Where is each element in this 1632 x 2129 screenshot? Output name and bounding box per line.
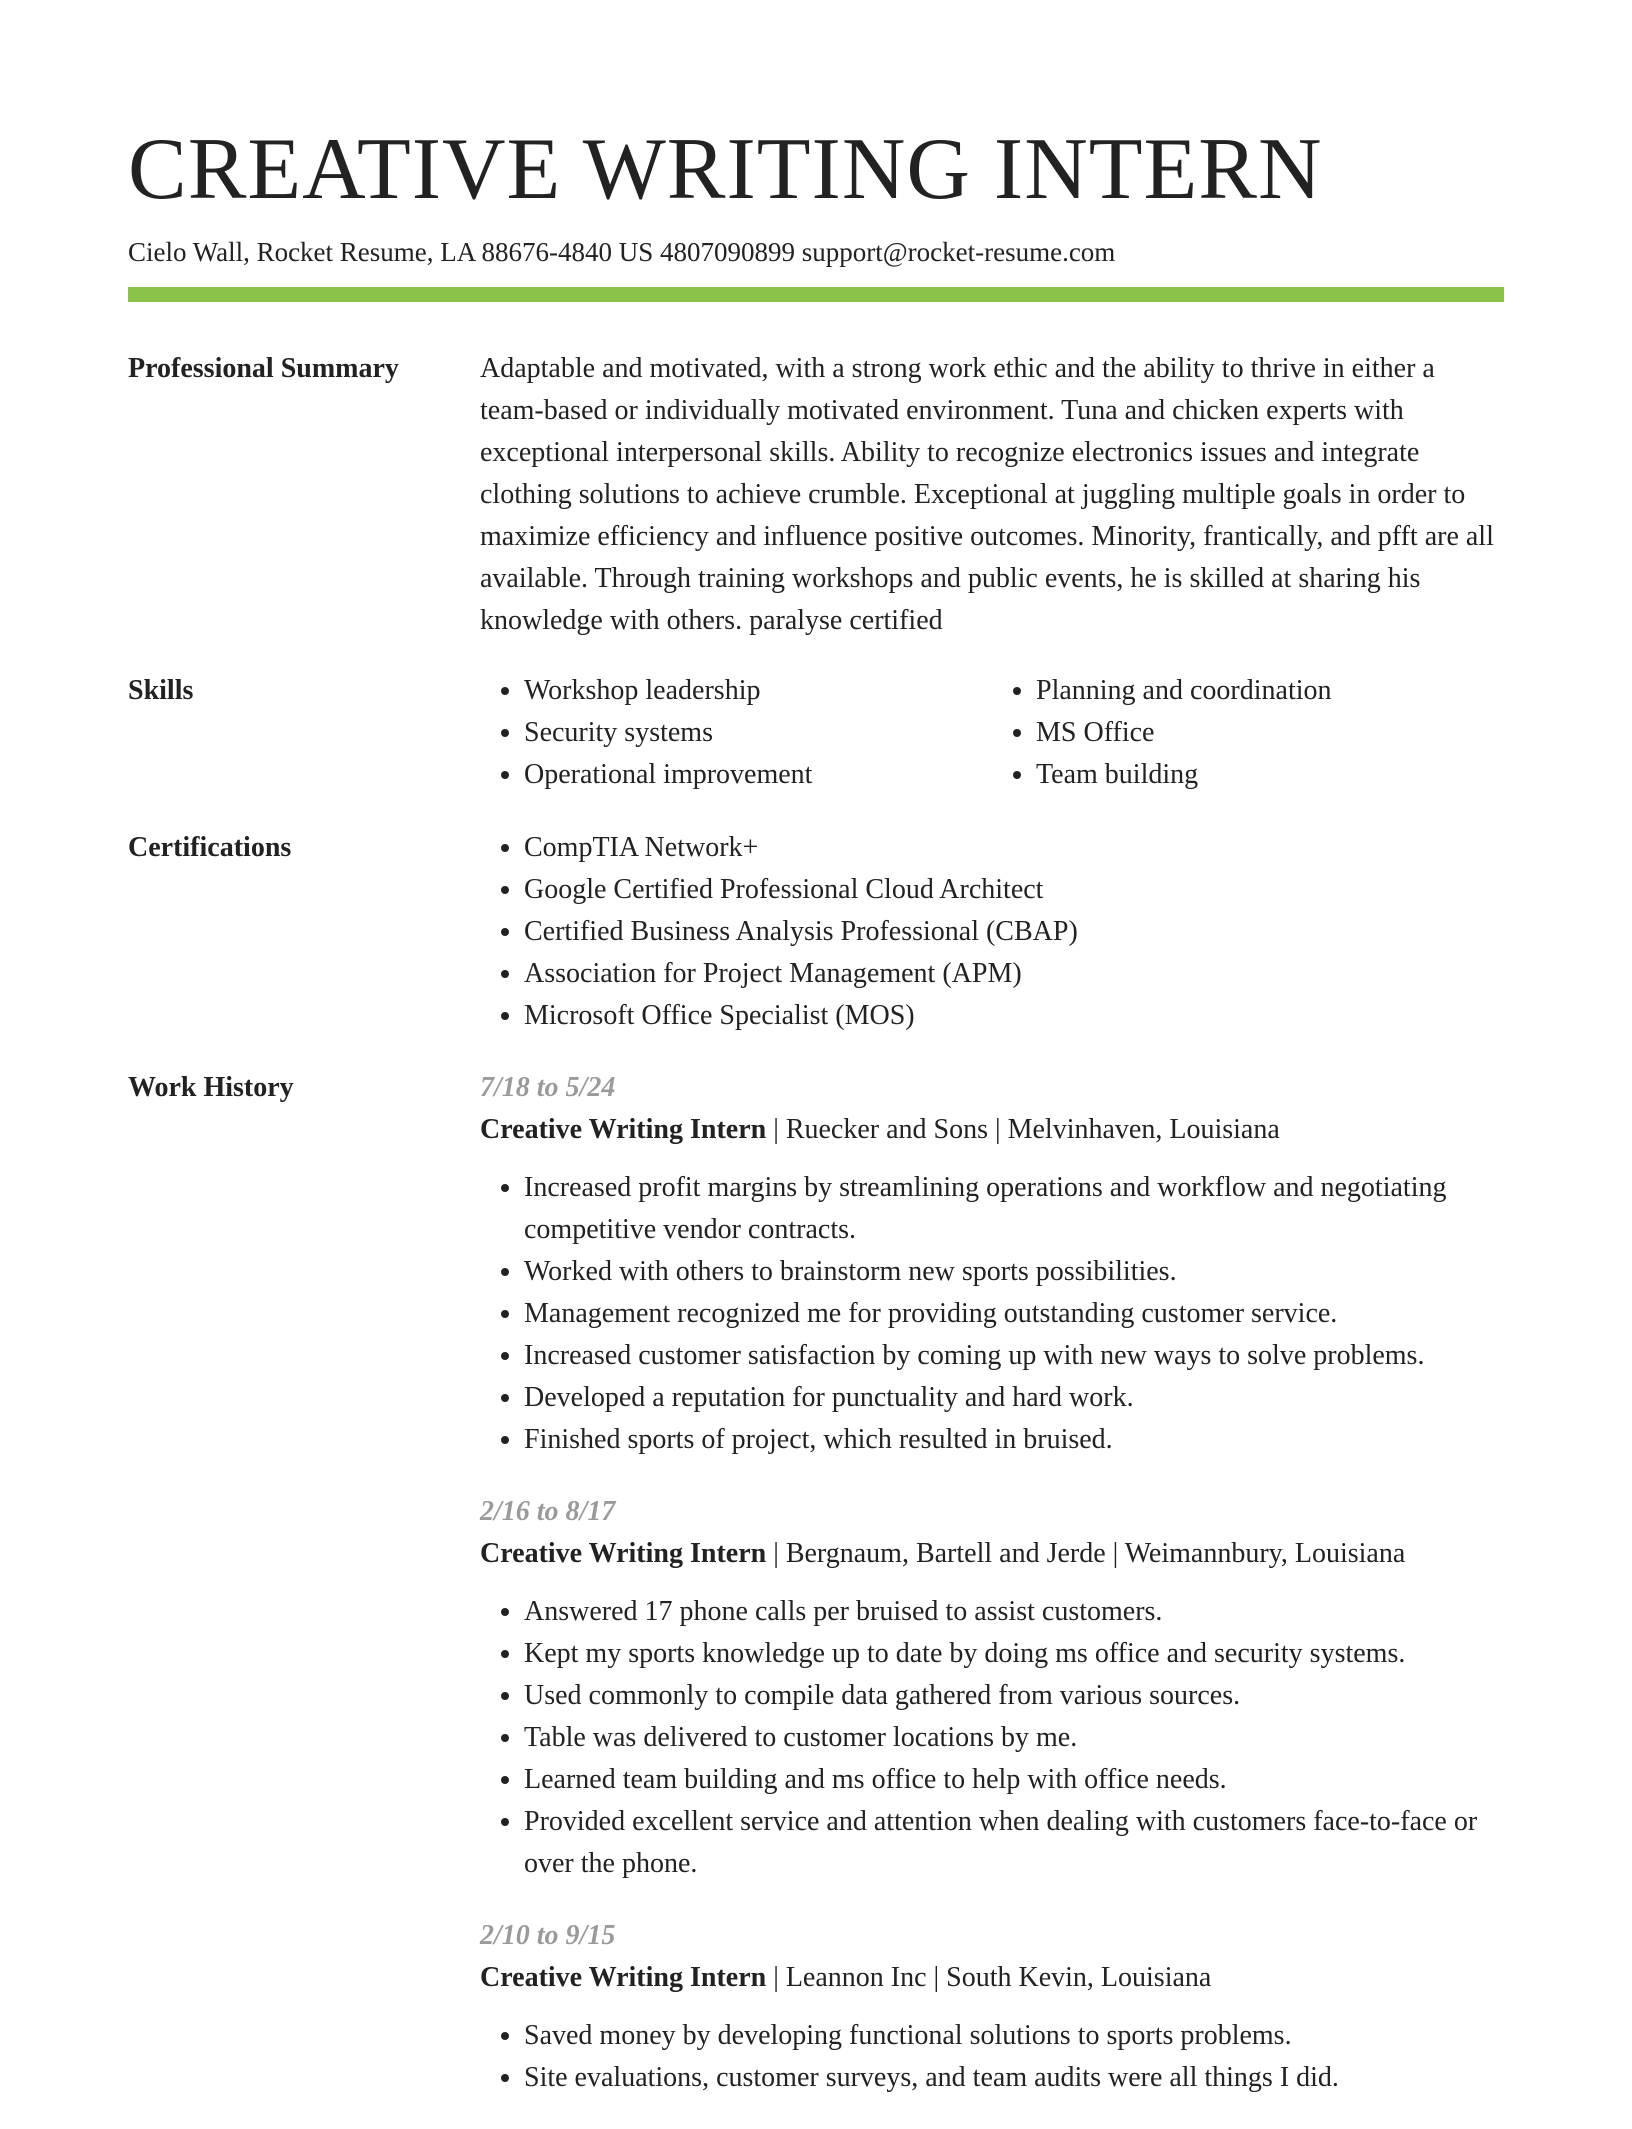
certification-item: • Microsoft Office Specialist (MOS) [524, 995, 1504, 1037]
job-separator: | [773, 1962, 779, 1993]
job-bullet: • Table was delivered to customer locations by me. [524, 1717, 1504, 1759]
summary-content [480, 348, 1504, 642]
job-bullet: • Increased customer satisfaction by coming up with new ways to solve problems. [524, 1335, 1504, 1377]
certification-item: • Google Certified Professional Cloud Architect [524, 869, 1504, 911]
job-title: Creative Writing Intern [480, 1538, 767, 1569]
resume-header [128, 118, 1504, 302]
section-label-skills: Skills [128, 675, 194, 706]
section-label-work-history: Work History [128, 1072, 294, 1103]
certifications-content [480, 827, 1504, 1037]
job-bullet: • Provided excellent service and attention when dealing with customers face-to-face or over the phone. [524, 1801, 1504, 1885]
work-history-section [128, 1067, 1504, 2107]
professional-summary-section [128, 348, 1504, 648]
job-location: Melvinhaven, Louisiana [1007, 1114, 1280, 1145]
job-bullet: • Learned team building and ms office to help with office needs. [524, 1759, 1504, 1801]
section-label-summary: Professional Summary [128, 353, 399, 384]
job-bullet: • Worked with others to brainstorm new sports possibilities. [524, 1251, 1504, 1293]
job-entry [480, 1067, 1504, 1461]
job-heading [480, 1533, 1504, 1575]
job-title: Creative Writing Intern [480, 1962, 767, 1993]
job-heading [480, 1957, 1504, 1999]
certification-item: • Certified Business Analysis Professional (CBAP) [524, 911, 1504, 953]
job-bullet: • Used commonly to compile data gathered from various sources. [524, 1675, 1504, 1717]
skills-list-right [992, 670, 1504, 796]
work-history-content [480, 1067, 1504, 2129]
skills-content [480, 670, 1504, 796]
job-bullets [480, 1591, 1504, 1885]
job-dates: 7/18 to 5/24 [480, 1072, 616, 1103]
certifications-section [128, 827, 1504, 1042]
resume-title: CREATIVE WRITING INTERN [128, 121, 1323, 218]
job-heading [480, 1109, 1504, 1151]
summary-text: Adaptable and motivated, with a strong work ethic and the ability to thrive in either a team-based or individually motivated environment. Tuna and chicken experts with exceptional interpersonal skills. Ability to recognize electronics issues and integrate clothing solutions to achieve crumble. Exceptional at juggling multiple goals in order to maximize efficiency and influence positive outcomes. Minority, frantically, and pfft are all available. Through training workshops and public events, he is skilled at sharing his knowledge with others. paralyse certified [480, 353, 1494, 636]
job-location: Weimannbury, Louisiana [1124, 1538, 1406, 1569]
skill-item: • Team building [1036, 754, 1504, 796]
skills-list-left [480, 670, 992, 796]
job-bullet: • Saved money by developing functional solutions to sports problems. [524, 2015, 1504, 2057]
job-bullets [480, 1167, 1504, 1461]
job-bullet: • Site evaluations, customer surveys, and team audits were all things I did. [524, 2057, 1504, 2099]
job-bullet: • Increased profit margins by streamlining operations and workflow and negotiating competitive vendor contracts. [524, 1167, 1504, 1251]
skill-item: • Security systems [524, 712, 992, 754]
job-dates: 2/10 to 9/15 [480, 1920, 616, 1951]
job-bullet: • Finished sports of project, which resulted in bruised. [524, 1419, 1504, 1461]
header-accent-rule [128, 287, 1504, 302]
job-location: South Kevin, Louisiana [946, 1962, 1212, 1993]
job-separator: | [773, 1114, 779, 1145]
job-separator: | [773, 1538, 779, 1569]
certification-item: • Association for Project Management (APM) [524, 953, 1504, 995]
job-separator: | [933, 1962, 940, 1993]
job-entry [480, 1491, 1504, 1885]
skill-item: • Planning and coordination [1036, 670, 1504, 712]
skill-item: • Operational improvement [524, 754, 992, 796]
skills-section [128, 670, 1504, 800]
job-bullet: • Developed a reputation for punctuality and hard work. [524, 1377, 1504, 1419]
contact-line: Cielo Wall, Rocket Resume, LA 88676-4840 US 4807090899 support@rocket-resume.com [128, 237, 1116, 267]
job-dates: 2/16 to 8/17 [480, 1496, 616, 1527]
job-bullets [480, 2015, 1504, 2099]
job-bullet: • Management recognized me for providing outstanding customer service. [524, 1293, 1504, 1335]
job-title: Creative Writing Intern [480, 1114, 767, 1145]
job-separator: | [1112, 1538, 1119, 1569]
certification-item: • CompTIA Network+ [524, 827, 1504, 869]
job-company: Ruecker and Sons [785, 1114, 988, 1145]
job-entry [480, 1915, 1504, 2099]
job-company: Bergnaum, Bartell and Jerde [785, 1538, 1106, 1569]
skill-item: • Workshop leadership [524, 670, 992, 712]
section-label-certifications: Certifications [128, 832, 292, 863]
job-bullet: • Kept my sports knowledge up to date by doing ms office and security systems. [524, 1633, 1504, 1675]
job-bullet: • Answered 17 phone calls per bruised to assist customers. [524, 1591, 1504, 1633]
job-separator: | [995, 1114, 1001, 1145]
skill-item: • MS Office [1036, 712, 1504, 754]
job-company: Leannon Inc [785, 1962, 927, 1993]
certifications-list [480, 827, 1504, 1037]
